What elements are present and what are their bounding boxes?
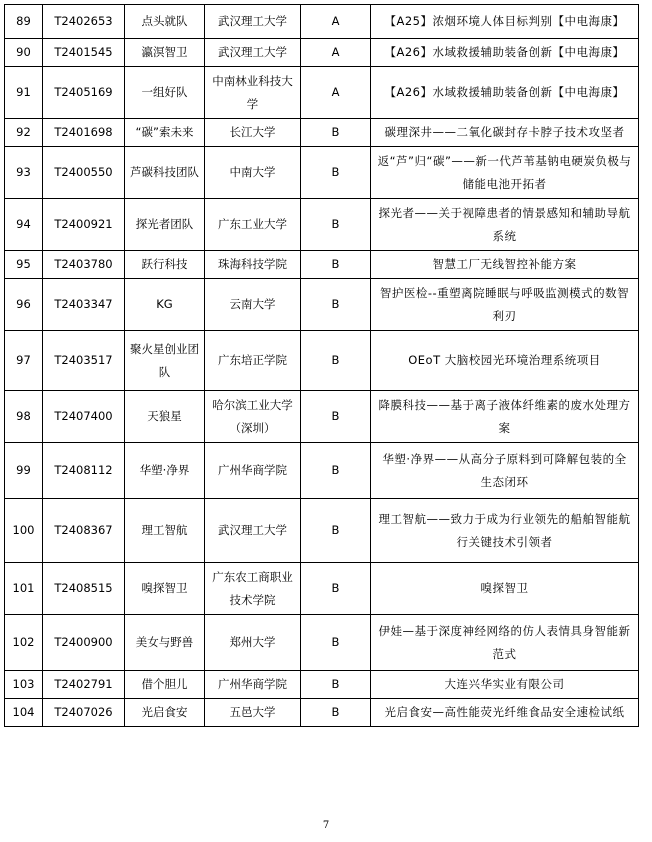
- school-name: 中南林业科技大学: [205, 67, 301, 119]
- table-row: [5, 699, 639, 727]
- team-code: T2408367: [43, 499, 125, 563]
- table-row: [5, 391, 639, 443]
- school-name: 长江大学: [205, 119, 301, 147]
- team-code: T2407400: [43, 391, 125, 443]
- row-number: 104: [5, 699, 43, 727]
- project-title: 嗅探智卫: [371, 563, 639, 615]
- project-title: 碳理深井——二氧化碳封存卡脖子技术攻坚者: [371, 119, 639, 147]
- award-grade: B: [301, 563, 371, 615]
- table-row: [5, 499, 639, 563]
- project-title: 【A26】水域救援辅助装备创新【中电海康】: [371, 39, 639, 67]
- award-grade: B: [301, 699, 371, 727]
- award-grade: B: [301, 199, 371, 251]
- school-name: 珠海科技学院: [205, 251, 301, 279]
- team-name: 聚火星创业团队: [125, 331, 205, 391]
- team-name: 华塑·净界: [125, 443, 205, 499]
- table-row: [5, 39, 639, 67]
- team-code: T2403780: [43, 251, 125, 279]
- team-name: 点头就队: [125, 5, 205, 39]
- table-row: [5, 279, 639, 331]
- team-code: T2401698: [43, 119, 125, 147]
- award-grade: B: [301, 671, 371, 699]
- results-table: [4, 4, 639, 727]
- team-name: 光启食安: [125, 699, 205, 727]
- team-code: T2400900: [43, 615, 125, 671]
- team-name: 芦碳科技团队: [125, 147, 205, 199]
- row-number: 101: [5, 563, 43, 615]
- school-name: 武汉理工大学: [205, 499, 301, 563]
- table-row: [5, 251, 639, 279]
- team-code: T2405169: [43, 67, 125, 119]
- award-grade: B: [301, 147, 371, 199]
- school-name: 广东培正学院: [205, 331, 301, 391]
- team-name: KG: [125, 279, 205, 331]
- table-row: [5, 119, 639, 147]
- award-grade: B: [301, 499, 371, 563]
- school-name: 中南大学: [205, 147, 301, 199]
- table-row: [5, 147, 639, 199]
- project-title: 探光者——关于视障患者的情景感知和辅助导航系统: [371, 199, 639, 251]
- row-number: 91: [5, 67, 43, 119]
- team-name: 美女与野兽: [125, 615, 205, 671]
- school-name: 广东农工商职业技术学院: [205, 563, 301, 615]
- award-grade: B: [301, 331, 371, 391]
- project-title: 光启食安—高性能荧光纤维食品安全速检试纸: [371, 699, 639, 727]
- table-row: [5, 199, 639, 251]
- team-code: T2403347: [43, 279, 125, 331]
- row-number: 96: [5, 279, 43, 331]
- table-row: [5, 67, 639, 119]
- table-row: [5, 615, 639, 671]
- table-row: [5, 671, 639, 699]
- row-number: 93: [5, 147, 43, 199]
- team-name: 一组好队: [125, 67, 205, 119]
- project-title: 华塑·净界——从高分子原料到可降解包装的全生态闭环: [371, 443, 639, 499]
- team-name: 理工智航: [125, 499, 205, 563]
- school-name: 广东工业大学: [205, 199, 301, 251]
- school-name: 云南大学: [205, 279, 301, 331]
- team-name: 嗅探智卫: [125, 563, 205, 615]
- award-grade: A: [301, 5, 371, 39]
- row-number: 97: [5, 331, 43, 391]
- project-title: 大连兴华实业有限公司: [371, 671, 639, 699]
- school-name: 广州华商学院: [205, 671, 301, 699]
- row-number: 92: [5, 119, 43, 147]
- team-code: T2408112: [43, 443, 125, 499]
- row-number: 89: [5, 5, 43, 39]
- award-grade: B: [301, 443, 371, 499]
- team-name: 跃行科技: [125, 251, 205, 279]
- project-title: 理工智航——致力于成为行业领先的船舶智能航行关键技术引领者: [371, 499, 639, 563]
- team-code: T2407026: [43, 699, 125, 727]
- school-name: 郑州大学: [205, 615, 301, 671]
- award-grade: A: [301, 67, 371, 119]
- project-title: 【A25】浓烟环境人体目标判别【中电海康】: [371, 5, 639, 39]
- table-row: [5, 5, 639, 39]
- award-grade: B: [301, 119, 371, 147]
- row-number: 103: [5, 671, 43, 699]
- team-name: 借个胆儿: [125, 671, 205, 699]
- row-number: 94: [5, 199, 43, 251]
- award-grade: A: [301, 39, 371, 67]
- award-grade: B: [301, 251, 371, 279]
- team-code: T2400550: [43, 147, 125, 199]
- project-title: 智护医检--重塑离院睡眠与呼吸监测模式的数智利刃: [371, 279, 639, 331]
- school-name: 武汉理工大学: [205, 5, 301, 39]
- team-name: 瀛溟智卫: [125, 39, 205, 67]
- team-code: T2402791: [43, 671, 125, 699]
- project-title: 智慧工厂无线智控补能方案: [371, 251, 639, 279]
- project-title: 伊娃—基于深度神经网络的仿人表情具身智能新范式: [371, 615, 639, 671]
- results-table-body: [5, 5, 639, 727]
- row-number: 102: [5, 615, 43, 671]
- team-code: T2402653: [43, 5, 125, 39]
- table-row: [5, 563, 639, 615]
- row-number: 98: [5, 391, 43, 443]
- team-name: “碳”索未来: [125, 119, 205, 147]
- table-row: [5, 443, 639, 499]
- row-number: 99: [5, 443, 43, 499]
- school-name: 哈尔滨工业大学（深圳）: [205, 391, 301, 443]
- row-number: 95: [5, 251, 43, 279]
- table-row: [5, 331, 639, 391]
- award-grade: B: [301, 391, 371, 443]
- team-code: T2401545: [43, 39, 125, 67]
- project-title: 【A26】水域救援辅助装备创新【中电海康】: [371, 67, 639, 119]
- team-name: 天狼星: [125, 391, 205, 443]
- team-code: T2403517: [43, 331, 125, 391]
- team-code: T2408515: [43, 563, 125, 615]
- school-name: 广州华商学院: [205, 443, 301, 499]
- project-title: 降膜科技——基于离子液体纤维素的废水处理方案: [371, 391, 639, 443]
- award-grade: B: [301, 279, 371, 331]
- school-name: 武汉理工大学: [205, 39, 301, 67]
- team-name: 探光者团队: [125, 199, 205, 251]
- school-name: 五邑大学: [205, 699, 301, 727]
- award-grade: B: [301, 615, 371, 671]
- row-number: 100: [5, 499, 43, 563]
- page-number: 7: [322, 820, 330, 831]
- team-code: T2400921: [43, 199, 125, 251]
- row-number: 90: [5, 39, 43, 67]
- project-title: OEoT 大脑校园光环境治理系统项目: [371, 331, 639, 391]
- project-title: 返“芦”归“碳”——新一代芦苇基钠电硬炭负极与储能电池开拓者: [371, 147, 639, 199]
